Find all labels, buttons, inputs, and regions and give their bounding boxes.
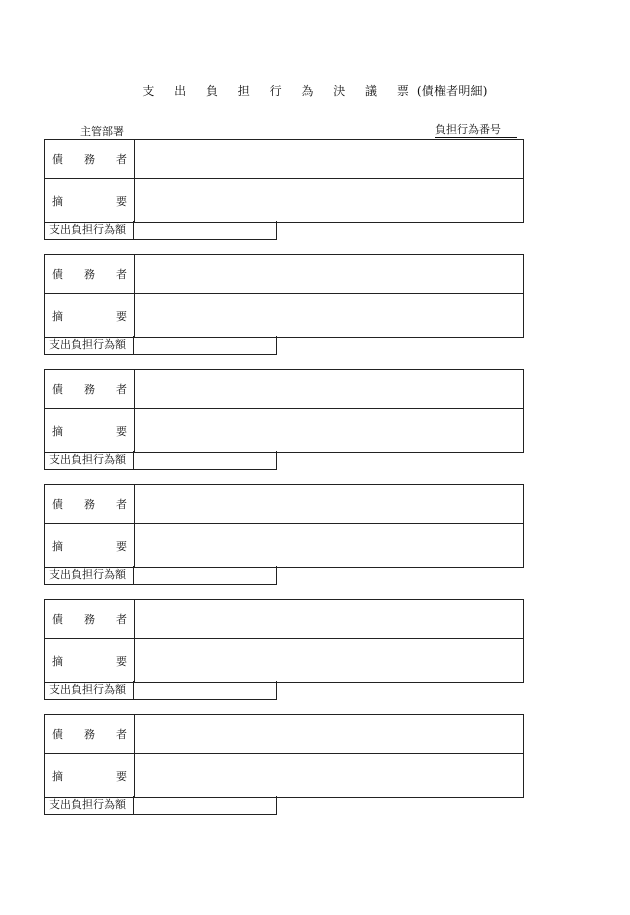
amount-value[interactable] (135, 221, 276, 239)
entry-table (44, 369, 524, 453)
entry-table (44, 599, 524, 683)
amount-row (44, 221, 277, 240)
summary-value[interactable] (135, 639, 523, 683)
debtor-label: 債 務 者 (52, 383, 127, 396)
debtor-row (45, 600, 523, 638)
debtor-row (45, 485, 523, 523)
debtor-label: 債 務 者 (52, 613, 127, 626)
debtor-value[interactable] (135, 485, 523, 523)
debtor-label-cell (45, 255, 135, 293)
amount-label: 支出負担行為額 (45, 221, 134, 239)
debtor-row (45, 140, 523, 178)
debtor-value[interactable] (135, 140, 523, 178)
amount-value[interactable] (135, 336, 276, 354)
amount-row (44, 336, 277, 355)
entry-block-5 (44, 599, 524, 701)
summary-row (45, 408, 523, 453)
summary-value[interactable] (135, 754, 523, 798)
summary-value[interactable] (135, 409, 523, 453)
summary-label-cell (45, 294, 135, 338)
amount-value[interactable] (135, 796, 276, 814)
title-suffix: (債権者明細) (416, 84, 488, 98)
summary-row (45, 753, 523, 798)
amount-label: 支出負担行為額 (45, 566, 134, 584)
amount-value[interactable] (135, 451, 276, 469)
summary-label: 摘 要 (52, 195, 127, 208)
amount-row (44, 451, 277, 470)
amount-value[interactable] (135, 681, 276, 699)
summary-label: 摘 要 (52, 310, 127, 323)
title-main: 支 出 負 担 行 為 決 議 票 (142, 84, 417, 98)
debtor-label: 債 務 者 (52, 153, 127, 166)
debtor-label-cell (45, 370, 135, 408)
amount-label: 支出負担行為額 (45, 796, 134, 814)
entry-table (44, 139, 524, 223)
debtor-row (45, 255, 523, 293)
amount-row (44, 681, 277, 700)
amount-label: 支出負担行為額 (45, 451, 134, 469)
debtor-value[interactable] (135, 600, 523, 638)
summary-row (45, 523, 523, 568)
debtor-label-cell (45, 600, 135, 638)
summary-value[interactable] (135, 294, 523, 338)
entry-block-6 (44, 714, 524, 816)
debtor-value[interactable] (135, 370, 523, 408)
debtor-value[interactable] (135, 255, 523, 293)
obligation-number-label: 負担行為番号 (435, 123, 517, 138)
summary-label-cell (45, 179, 135, 223)
amount-row (44, 566, 277, 585)
summary-label: 摘 要 (52, 540, 127, 553)
amount-value[interactable] (135, 566, 276, 584)
summary-label: 摘 要 (52, 770, 127, 783)
summary-label: 摘 要 (52, 655, 127, 668)
entry-table (44, 714, 524, 798)
summary-label: 摘 要 (52, 425, 127, 438)
summary-label-cell (45, 639, 135, 683)
debtor-label: 債 務 者 (52, 728, 127, 741)
entry-table (44, 254, 524, 338)
summary-row (45, 293, 523, 338)
entry-block-3 (44, 369, 524, 471)
summary-label-cell (45, 754, 135, 798)
debtor-row (45, 370, 523, 408)
debtor-label: 債 務 者 (52, 268, 127, 281)
summary-value[interactable] (135, 524, 523, 568)
document-title (0, 82, 630, 99)
amount-label: 支出負担行為額 (45, 336, 134, 354)
entry-table (44, 484, 524, 568)
summary-label-cell (45, 409, 135, 453)
entry-block-4 (44, 484, 524, 586)
debtor-value[interactable] (135, 715, 523, 753)
entry-block-1 (44, 139, 524, 241)
summary-value[interactable] (135, 179, 523, 223)
summary-row (45, 178, 523, 223)
amount-label: 支出負担行為額 (45, 681, 134, 699)
amount-row (44, 796, 277, 815)
summary-row (45, 638, 523, 683)
debtor-label-cell (45, 715, 135, 753)
debtor-label: 債 務 者 (52, 498, 127, 511)
entry-block-2 (44, 254, 524, 356)
debtor-label-cell (45, 485, 135, 523)
department-label: 主管部署 (80, 125, 124, 138)
summary-label-cell (45, 524, 135, 568)
debtor-row (45, 715, 523, 753)
debtor-label-cell (45, 140, 135, 178)
